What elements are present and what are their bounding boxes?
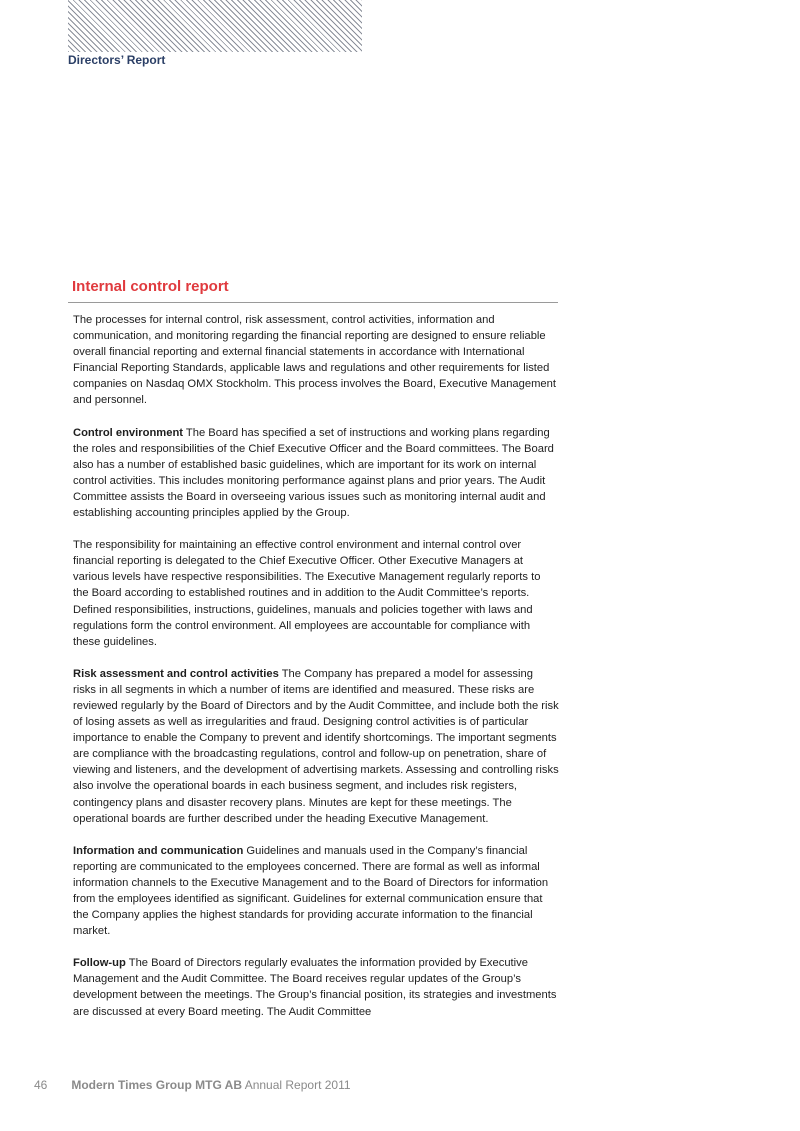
footer-company: Modern Times Group MTG AB xyxy=(71,1078,243,1092)
paragraph-information: Information and communication Guidelines and manuals used in the Company’s financial reporting are communicated to the employees concerned. There are formal as well as informal information channels to the Executive Management and to the Board of Directors for information from the employees identified as significant. Guidelines for external communication ensure that the Company applies the highest standards for providing accurate information to the financial market. xyxy=(73,844,549,938)
paragraph-lead: Follow-up xyxy=(73,957,126,970)
page-footer xyxy=(34,1078,351,1092)
report-body xyxy=(73,312,559,1036)
paragraph-follow-up: Follow-up The Board of Directors regularly evaluates the information provided by Executive Management and the Audit Committee. The Board receives regular updates of the Group’s development between the meetings. The Group’s financial position, its strategies and investments are discussed at every Board meeting. The Audit Committee xyxy=(73,957,557,1018)
paragraph-control-environment: Control environment The Board has specified a set of instructions and working plans regarding the roles and responsibilities of the Chief Executive Officer and the Board committees. The Board also has a number of established basic guidelines, which are important for its work on internal control activities. This includes monitoring performance against plans and prior years. The Audit Committee assists the Board in overseeing various issues such as monitoring internal audit and establishing accounting principles applied by the Group. xyxy=(73,426,554,520)
paragraph-responsibility: The responsibility for maintaining an effective control environment and internal control over financial reporting is delegated to the Chief Executive Officer. Other Executive Managers at various levels have respective responsibilities. The Executive Management regularly reports to the Board according to established routines and in addition to the Audit Committee’s reports. Defined responsibilities, instructions, guidelines, manuals and policies together with laws and regulations form the control environment. All employees are accountable for compliance with these guidelines. xyxy=(73,539,541,648)
paragraph-lead: Control environment xyxy=(73,426,184,439)
paragraph-lead: Risk assessment and control activities xyxy=(73,667,279,680)
page-title: Internal control report xyxy=(72,278,229,295)
paragraph-risk-assessment: Risk assessment and control activities The Company has prepared a model for assessing risks in all segments in which a number of items are identified and measured. These risks are reviewed regularly by the Board of Directors and by the Audit Committee, and include both the risk of losing assets as well as irregularities and fraud. Designing control activities is of particular importance to enable the Company to prevent and identify shortcomings. The important segments are compliance with the broadcasting regulations, control and follow-up on penetration, share of viewing and listeners, and the development of advertising markets. Assessing and controlling risks also involve the operational boards in each business segment, and includes risk registers, contingency plans and disaster recovery plans. Minutes are kept for these meetings. The operational boards are further described under the heading Executive Management. xyxy=(73,667,559,825)
section-label: Directors’ Report xyxy=(68,53,166,67)
paragraph-lead: Information and communication xyxy=(73,844,244,857)
title-divider xyxy=(68,302,558,303)
paragraph-intro: The processes for internal control, risk assessment, control activities, information and communication, and monitoring regarding the financial reporting are designed to ensure reliable overall financial reporting and external financial statements in accordance with International Financial Reporting Standards, applicable laws and regulations and other requirements for listed companies on Nasdaq OMX Stockholm. This process involves the Board, Executive Management and personnel. xyxy=(73,314,556,407)
header-hatch-pattern xyxy=(68,0,362,52)
page-number: 46 xyxy=(34,1078,48,1092)
footer-report: Annual Report 2011 xyxy=(244,1078,351,1092)
